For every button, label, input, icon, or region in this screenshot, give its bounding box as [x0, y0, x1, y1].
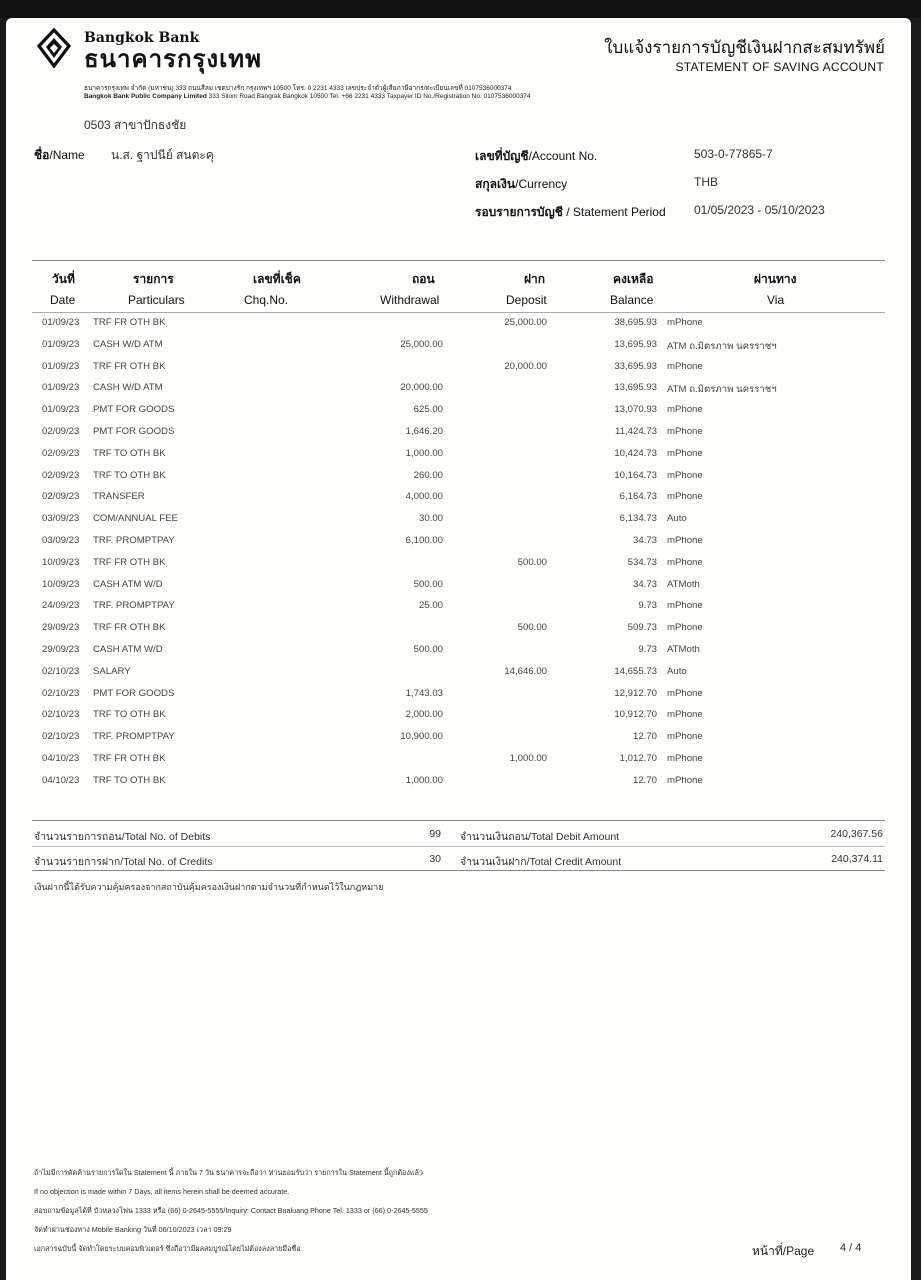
cell-withdrawal: 1,000.00 — [405, 447, 443, 459]
cell-via: mPhone — [667, 622, 703, 634]
cell-particulars: CASH W/D ATM — [93, 382, 163, 394]
cell-particulars: PMT FOR GOODS — [93, 687, 175, 699]
cell-withdrawal: 2,000.00 — [405, 709, 443, 721]
cell-balance: 9.73 — [638, 600, 657, 612]
table-row — [0, 600, 921, 622]
header-withdrawal-en: Withdrawal — [380, 293, 440, 307]
statement-title-th: ใบแจ้งรายการบัญชีเงินฝากสะสมทรัพย์ — [604, 38, 885, 57]
table-row — [0, 557, 921, 579]
cell-particulars: TRF FR OTH BK — [93, 317, 166, 328]
address-thai: ธนาคารกรุงเทพ จำกัด (มหาชน) 333 ถนนสีลม เขตบางรัก กรุงเทพฯ 10500 โทร. 0 2231 4333 เลขประจำตัวผู้เสียภาษีอากร/ทะเบียนเลขที่ 0107536000374 — [84, 85, 512, 92]
address-english — [84, 93, 531, 100]
cell-withdrawal: 4,000.00 — [405, 491, 443, 503]
cell-date: 03/09/23 — [42, 535, 80, 546]
header-date-th: วันที่ — [52, 272, 75, 286]
cell-particulars: TRF FR OTH BK — [93, 753, 166, 764]
cell-particulars: CASH W/D ATM — [93, 338, 163, 350]
cell-withdrawal: 10,900.00 — [400, 731, 443, 743]
cell-balance: 509.73 — [627, 622, 657, 634]
table-row — [0, 775, 921, 797]
cell-particulars: TRANSFER — [93, 491, 145, 503]
cell-via: mPhone — [667, 360, 703, 372]
cell-withdrawal: 500.00 — [413, 578, 443, 590]
name-label: ชื่อ/Name — [34, 148, 85, 162]
header-deposit-th: ฝาก — [524, 272, 546, 286]
cell-balance: 38,695.93 — [614, 317, 657, 328]
debit-amount-label: จำนวนเงินถอน/Total Debit Amount — [460, 831, 620, 843]
cell-particulars: PMT FOR GOODS — [93, 404, 175, 416]
table-row — [0, 513, 921, 535]
cell-balance: 534.73 — [627, 556, 657, 568]
cell-date: 02/09/23 — [42, 426, 80, 437]
credit-amount: 240,374.11 — [831, 853, 883, 865]
header-balance-en: Balance — [610, 293, 654, 307]
cell-balance: 13,070.93 — [614, 404, 657, 416]
cell-via: mPhone — [667, 709, 703, 721]
cell-date: 29/09/23 — [42, 644, 80, 655]
cell-balance: 12.70 — [632, 774, 657, 786]
cell-balance: 9.73 — [638, 644, 657, 655]
table-row — [0, 491, 921, 513]
footer-line-3: สอบถามข้อมูลได้ที่ บัวหลวงโฟน 1333 หรือ (66) 0-2645-5555/Inquiry: Contact Bualuang Phone Tel. 1333 or (66) 0-2645-5555 — [34, 1206, 428, 1215]
cell-deposit: 20,000.00 — [504, 360, 547, 372]
cell-particulars: TRF FR OTH BK — [93, 556, 166, 568]
account-number-value: 503-0-77865-7 — [694, 147, 773, 161]
cell-via: mPhone — [667, 426, 703, 437]
header-particulars-th: รายการ — [133, 272, 174, 286]
cell-via: ATMoth — [667, 578, 700, 590]
cell-particulars: TRF TO OTH BK — [93, 469, 166, 481]
cell-withdrawal: 260.00 — [413, 469, 443, 481]
cell-via: mPhone — [667, 600, 703, 612]
credits-count: 30 — [429, 853, 441, 865]
bank-name-en: Bangkok Bank — [84, 30, 200, 46]
cell-balance: 34.73 — [632, 535, 657, 546]
summary-divider — [32, 846, 885, 847]
header-particulars-en: Particulars — [128, 293, 185, 307]
debits-count: 99 — [429, 828, 441, 840]
cell-withdrawal: 25.00 — [418, 600, 443, 612]
table-row — [0, 404, 921, 426]
cell-withdrawal: 1,000.00 — [405, 774, 443, 786]
cell-date: 02/10/23 — [42, 709, 80, 721]
cell-withdrawal: 1,743.03 — [405, 687, 443, 699]
table-row — [0, 709, 921, 731]
cell-particulars: TRF FR OTH BK — [93, 360, 166, 372]
cell-balance: 12.70 — [632, 731, 657, 743]
table-row — [0, 688, 921, 710]
cell-via: mPhone — [667, 469, 703, 481]
cell-deposit: 14,646.00 — [504, 665, 547, 677]
cell-via: Auto — [667, 665, 687, 677]
cell-particulars: TRF. PROMPTPAY — [93, 535, 175, 546]
company-name: Bangkok Bank Public Company Limited — [84, 93, 207, 100]
credit-amount-label: จำนวนเงินฝาก/Total Credit Amount — [460, 856, 622, 868]
account-holder-name: น.ส. ฐาปนีย์ สนตะคุ — [111, 148, 214, 162]
footer-line-2: If no objection is made within 7 Days, all items herein shall be deemed accurate. — [34, 1187, 290, 1196]
header-chq-th: เลขที่เช็ค — [253, 272, 301, 286]
cell-balance: 33,695.93 — [614, 360, 657, 372]
table-bottom-rule — [32, 820, 885, 821]
cell-particulars: COM/ANNUAL FEE — [93, 513, 178, 525]
cell-balance: 6,134.73 — [619, 513, 657, 525]
table-top-rule — [32, 260, 885, 261]
table-row — [0, 317, 921, 339]
cell-via: mPhone — [667, 404, 703, 416]
cell-withdrawal: 1,646.20 — [405, 426, 443, 437]
cell-particulars: CASH ATM W/D — [93, 644, 163, 655]
branch-name: 0503 สาขาปักธงชัย — [84, 118, 187, 132]
header-deposit-en: Deposit — [506, 293, 547, 307]
cell-particulars: TRF. PROMPTPAY — [93, 731, 175, 743]
cell-balance: 12,912.70 — [614, 687, 657, 699]
table-row — [0, 579, 921, 601]
cell-withdrawal: 20,000.00 — [400, 382, 443, 394]
cell-via: mPhone — [667, 491, 703, 503]
header-chq-en: Chq.No. — [244, 293, 289, 307]
cell-withdrawal: 6,100.00 — [405, 535, 443, 546]
cell-via: ATM ถ.มิตรภาพ นครราชฯ — [667, 340, 777, 352]
table-row — [0, 361, 921, 383]
cell-via: mPhone — [667, 774, 703, 786]
table-header-rule — [32, 312, 885, 313]
cell-balance: 13,695.93 — [614, 382, 657, 394]
cell-date: 01/09/23 — [42, 382, 80, 394]
cell-particulars: TRF TO OTH BK — [93, 774, 166, 786]
statement-period-value: 01/05/2023 - 05/10/2023 — [694, 203, 825, 217]
table-row — [0, 339, 921, 361]
cell-deposit: 500.00 — [517, 622, 547, 634]
cell-balance: 13,695.93 — [614, 338, 657, 350]
table-row — [0, 666, 921, 688]
header-withdrawal-th: ถอน — [412, 272, 435, 286]
header-via-th: ผ่านทาง — [754, 272, 797, 286]
debit-amount: 240,367.56 — [830, 828, 883, 840]
cell-deposit: 1,000.00 — [509, 753, 547, 764]
address-detail: 333 Silom Road Bangrak Bangkok 10500 Tel. +66 2231 4333 Taxpayer ID No./Registration No. 0107536000374 — [208, 93, 531, 100]
cell-date: 02/10/23 — [42, 731, 80, 743]
table-row — [0, 448, 921, 470]
cell-via: mPhone — [667, 447, 703, 459]
deposit-protection-note: เงินฝากนี้ได้รับความคุ้มครองจากสถาบันคุ้มครองเงินฝากตามจำนวนที่กำหนดไว้ในกฎหมาย — [34, 882, 384, 892]
cell-date: 02/09/23 — [42, 491, 80, 503]
cell-withdrawal: 25,000.00 — [400, 338, 443, 350]
debits-count-label: จำนวนรายการถอน/Total No. of Debits — [34, 831, 211, 843]
cell-withdrawal: 30.00 — [418, 513, 443, 525]
header-via-en: Via — [767, 293, 785, 307]
table-row — [0, 622, 921, 644]
statement-title-en: STATEMENT OF SAVING ACCOUNT — [675, 60, 884, 74]
cell-via: ATM ถ.มิตรภาพ นครราชฯ — [667, 384, 777, 396]
cell-particulars: CASH ATM W/D — [93, 578, 163, 590]
page-label: หน้าที่/Page — [752, 1244, 815, 1258]
cell-via: mPhone — [667, 687, 703, 699]
cell-date: 04/10/23 — [42, 753, 80, 764]
table-row — [0, 644, 921, 666]
cell-date: 02/09/23 — [42, 469, 80, 481]
cell-particulars: TRF FR OTH BK — [93, 622, 166, 634]
cell-date: 02/09/23 — [42, 447, 80, 459]
cell-via: mPhone — [667, 556, 703, 568]
bank-logo-icon — [36, 28, 72, 68]
statement-period-label: รอบรายการบัญชี / Statement Period — [475, 205, 666, 219]
table-row — [0, 426, 921, 448]
cell-balance: 1,012.70 — [619, 753, 657, 764]
summary-bottom-rule — [32, 870, 885, 871]
cell-particulars: TRF TO OTH BK — [93, 447, 166, 459]
cell-date: 01/09/23 — [42, 338, 80, 350]
cell-withdrawal: 625.00 — [413, 404, 443, 416]
cell-balance: 10,424.73 — [614, 447, 657, 459]
cell-date: 02/10/23 — [42, 665, 80, 677]
table-row — [0, 470, 921, 492]
cell-date: 10/09/23 — [42, 556, 80, 568]
currency-value: THB — [694, 175, 718, 189]
cell-particulars: SALARY — [93, 665, 131, 677]
cell-balance: 10,164.73 — [614, 469, 657, 481]
cell-particulars: PMT FOR GOODS — [93, 426, 175, 437]
cell-particulars: TRF TO OTH BK — [93, 709, 166, 721]
page-number: 4 / 4 — [840, 1242, 862, 1254]
cell-date: 04/10/23 — [42, 774, 80, 786]
cell-via: Auto — [667, 513, 687, 525]
currency-label: สกุลเงิน/Currency — [475, 177, 568, 191]
cell-via: ATMoth — [667, 644, 700, 655]
footer-line-5: เอกสารฉบับนี้ จัดทำโดยระบบคอมพิวเตอร์ ซึ่งถือว่ามีผลสมบูรณ์โดยไม่ต้องลงลายมือชื่อ — [34, 1244, 301, 1253]
cell-withdrawal: 500.00 — [413, 644, 443, 655]
cell-date: 01/09/23 — [42, 404, 80, 416]
cell-date: 24/09/23 — [42, 600, 80, 612]
cell-balance: 6,164.73 — [619, 491, 657, 503]
bank-name-th: ธนาคารกรุงเทพ — [84, 45, 262, 73]
table-row — [0, 382, 921, 404]
cell-deposit: 500.00 — [517, 556, 547, 568]
cell-balance: 10,912.70 — [614, 709, 657, 721]
table-row — [0, 535, 921, 557]
footer-line-1: ถ้าไม่มีการคัดค้านรายการใดใน Statement นี้ ภายใน 7 วัน ธนาคารจะถือว่า ท่านยอมรับว่า รายการใน Statement นี้ถูกต้องแล้ว — [34, 1168, 423, 1177]
cell-date: 29/09/23 — [42, 622, 80, 634]
account-number-label: เลขที่บัญชี/Account No. — [475, 149, 598, 163]
table-row — [0, 753, 921, 775]
cell-via: mPhone — [667, 317, 703, 328]
top-status-bar — [0, 0, 921, 18]
cell-particulars: TRF. PROMPTPAY — [93, 600, 175, 612]
header-balance-th: คงเหลือ — [613, 272, 654, 286]
table-row — [0, 731, 921, 753]
cell-date: 03/09/23 — [42, 513, 80, 525]
credits-count-label: จำนวนรายการฝาก/Total No. of Credits — [34, 856, 213, 868]
cell-date: 01/09/23 — [42, 317, 80, 328]
cell-deposit: 25,000.00 — [504, 317, 547, 328]
cell-date: 10/09/23 — [42, 578, 80, 590]
cell-balance: 11,424.73 — [615, 426, 657, 437]
cell-balance: 34.73 — [632, 578, 657, 590]
cell-via: mPhone — [667, 731, 703, 743]
cell-balance: 14,655.73 — [614, 665, 657, 677]
cell-date: 02/10/23 — [42, 687, 80, 699]
cell-via: mPhone — [667, 535, 703, 546]
header-date-en: Date — [50, 293, 76, 307]
cell-date: 01/09/23 — [42, 360, 80, 372]
cell-via: mPhone — [667, 753, 703, 764]
footer-line-4: จัดทำผ่านช่องทาง Mobile Banking วันที่ 06/10/2023 เวลา 09:29 — [34, 1225, 232, 1234]
